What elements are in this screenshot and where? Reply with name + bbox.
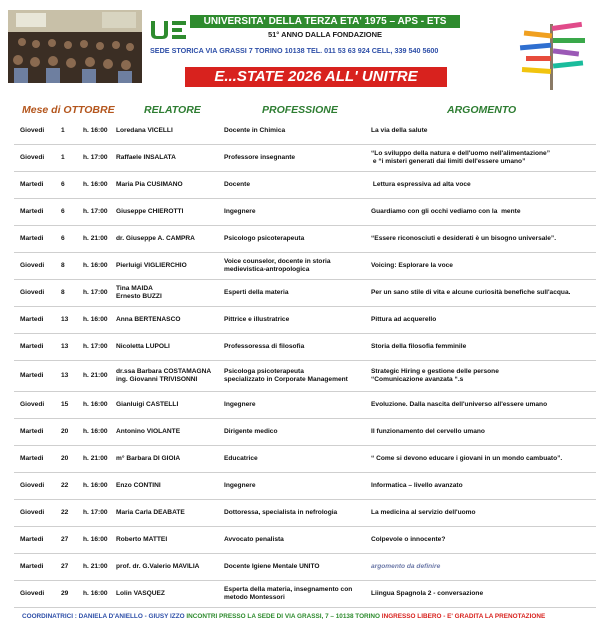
row-day: Giovedi <box>20 289 45 296</box>
row-speaker-line: ing. Giovanni TRIVISONNI <box>116 376 198 383</box>
row-topic <box>371 590 483 598</box>
row-hour: h. 21:00 <box>83 235 108 242</box>
row-speaker-line: Raffaele INSALATA <box>116 154 176 161</box>
row-day: Martedi <box>20 208 44 215</box>
footer-meetings: INCONTRI PRESSO LA SEDE DI VIA GRASSI, 7 – 10138 TORINO <box>186 613 382 620</box>
address-line: SEDE STORICA VIA GRASSI 7 TORINO 10138 TEL. 011 53 63 924 CELL, 339 540 5600 <box>150 46 439 55</box>
row-speaker-line: prof. dr. G.Valerio MAVILIA <box>116 563 200 570</box>
row-topic-line: Storia della filosofia femminile <box>371 343 467 350</box>
row-speaker <box>116 343 170 351</box>
row-profession <box>224 181 250 189</box>
table-row <box>14 361 596 392</box>
row-profession <box>224 289 289 297</box>
row-profession <box>224 401 256 409</box>
row-speaker-line: Maria Carla DEABATE <box>116 509 185 516</box>
table-row <box>14 527 596 554</box>
row-speaker-line: Giuseppe CHIEROTTI <box>116 208 184 215</box>
row-profession <box>224 208 256 216</box>
table-row <box>14 145 596 172</box>
row-speaker <box>116 368 211 384</box>
row-topic-line: Per un sano stile di vita e alcune curiosità benefiche sull'acqua. <box>371 289 571 296</box>
row-speaker <box>116 401 178 409</box>
row-profession-line: Psicologo psicoterapeuta <box>224 235 305 242</box>
row-topic-line: Liingua Spagnola 2 - conversazione <box>371 590 484 597</box>
row-profession-line: Pittrice e illustratrice <box>224 316 290 323</box>
footer-coordinators: COORDINATRICI : DANIELA D'ANIELLO - GIUSY IZZO <box>22 613 187 620</box>
row-topic <box>371 536 445 544</box>
row-speaker <box>116 208 183 216</box>
row-topic-line: Evoluzione. Dalla nascita dell'universo all'essere umano <box>371 401 548 408</box>
row-date: 15 <box>61 401 69 408</box>
row-speaker-line: Lolin VASQUEZ <box>116 590 165 597</box>
table-row <box>14 334 596 361</box>
row-hour: h. 16:00 <box>83 482 108 489</box>
row-topic-line: argomento da definire <box>371 563 441 570</box>
row-day: Giovedi <box>20 262 45 269</box>
row-speaker-line: Loredana VICELLI <box>116 127 173 134</box>
row-hour: h. 21:00 <box>83 455 108 462</box>
row-topic-line: “Essere riconosciuti e desiderati è un bisogno universale”. <box>371 235 557 242</box>
table-row <box>14 581 596 608</box>
row-topic-line: Lettura espressiva ad alta voce <box>371 181 471 188</box>
row-profession <box>224 154 295 162</box>
row-day: Martedi <box>20 455 44 462</box>
row-profession <box>224 368 348 384</box>
row-profession <box>224 536 284 544</box>
row-speaker-line: Pierluigi VIGLIERCHIO <box>116 262 187 269</box>
row-speaker-line: Maria Pia CUSIMANO <box>116 181 183 188</box>
row-hour: h. 16:00 <box>83 590 108 597</box>
row-speaker <box>116 455 180 463</box>
row-topic-line: La via della salute <box>371 127 428 134</box>
row-profession-line: specializzato in Corporate Management <box>224 376 348 383</box>
row-topic <box>371 563 440 571</box>
row-day: Giovedi <box>20 482 45 489</box>
table-row <box>14 118 596 145</box>
row-profession <box>224 509 337 517</box>
row-hour: h. 16:00 <box>83 127 108 134</box>
table-row <box>14 392 596 419</box>
row-topic <box>371 509 476 517</box>
row-profession-line: Professoressa di filosofia <box>224 343 305 350</box>
row-hour: h. 16:00 <box>83 316 108 323</box>
row-speaker <box>116 482 161 490</box>
row-topic-line: “Lo sviluppo della natura e dell'uomo nell'alimentazione” <box>371 150 550 157</box>
row-topic-line: “ Come si devono educare i giovani in un mondo cambuato”. <box>371 455 563 462</box>
row-speaker <box>116 509 185 517</box>
row-speaker-line: Roberto MATTEI <box>116 536 168 543</box>
row-date: 1 <box>61 127 65 134</box>
row-day: Martedi <box>20 181 44 188</box>
row-day: Martedi <box>20 372 44 379</box>
summer-banner: E...STATE 2026 ALL' UNITRE <box>185 67 447 87</box>
row-date: 6 <box>61 181 65 188</box>
column-header-profession: PROFESSIONE <box>262 104 338 116</box>
table-row <box>14 226 596 253</box>
row-date: 13 <box>61 372 69 379</box>
anniversary-subtitle: 51° ANNO DALLA FONDAZIONE <box>267 30 383 39</box>
row-hour: h. 17:00 <box>83 509 108 516</box>
row-hour: h. 17:00 <box>83 154 108 161</box>
row-topic <box>371 208 521 216</box>
row-day: Martedi <box>20 428 44 435</box>
row-date: 20 <box>61 428 69 435</box>
row-hour: h. 17:00 <box>83 343 108 350</box>
row-speaker-line: dr. Giuseppe A. CAMPRA <box>116 235 195 242</box>
row-day: Martedi <box>20 235 44 242</box>
row-date: 29 <box>61 590 69 597</box>
row-date: 13 <box>61 316 69 323</box>
row-profession-line: Ingegnere <box>224 482 256 489</box>
row-profession <box>224 235 304 243</box>
row-speaker <box>116 181 183 189</box>
row-profession-line: Esperti della materia <box>224 289 289 296</box>
row-speaker <box>116 563 199 571</box>
row-date: 6 <box>61 235 65 242</box>
row-speaker-line: Ernesto BUZZI <box>116 293 162 300</box>
row-hour: h. 21:00 <box>83 563 108 570</box>
row-day: Giovedi <box>20 509 45 516</box>
row-day: Martedi <box>20 563 44 570</box>
row-day: Giovedi <box>20 590 45 597</box>
row-profession-line: Dottoressa, specialista in nefrologia <box>224 509 338 516</box>
row-date: 22 <box>61 482 69 489</box>
row-profession-line: Voice counselor, docente in storia <box>224 258 331 265</box>
row-day: Giovedi <box>20 154 45 161</box>
row-hour: h. 16:00 <box>83 401 108 408</box>
row-profession-line: Ingegnere <box>224 401 256 408</box>
row-speaker <box>116 316 180 324</box>
row-profession <box>224 316 289 324</box>
row-date: 27 <box>61 536 69 543</box>
row-topic-line: Informatica – livello avanzato <box>371 482 463 489</box>
row-profession-line: medievistica-antropologica <box>224 266 310 273</box>
row-profession <box>224 482 256 490</box>
row-day: Giovedi <box>20 401 45 408</box>
row-profession <box>224 258 331 274</box>
row-speaker-line: Nicoletta LUPOLI <box>116 343 170 350</box>
row-date: 8 <box>61 289 65 296</box>
row-speaker-line: Tina MAIDA <box>116 285 153 292</box>
row-date: 22 <box>61 509 69 516</box>
column-header-month: Mese di OTTOBRE <box>22 104 115 116</box>
row-day: Martedi <box>20 316 44 323</box>
row-date: 27 <box>61 563 69 570</box>
row-date: 1 <box>61 154 65 161</box>
table-row <box>14 554 596 581</box>
row-profession-line: Esperta della materia, insegnamento con <box>224 586 353 593</box>
row-topic <box>371 150 550 166</box>
row-topic <box>371 482 463 490</box>
row-speaker <box>116 428 180 436</box>
row-profession-line: Docente <box>224 181 251 188</box>
row-date: 13 <box>61 343 69 350</box>
row-speaker-line: m° Barbara DI GIOIA <box>116 455 181 462</box>
row-topic <box>371 401 547 409</box>
row-topic <box>371 368 499 384</box>
row-topic <box>371 127 427 135</box>
row-hour: h. 16:00 <box>83 262 108 269</box>
row-speaker <box>116 127 173 135</box>
table-row <box>14 419 596 446</box>
row-hour: h. 17:00 <box>83 208 108 215</box>
row-speaker-line: Anna BERTENASCO <box>116 316 181 323</box>
row-topic <box>371 289 570 297</box>
university-name: UNIVERSITA' DELLA TERZA ETA' 1975 – APS - ETS <box>190 15 460 28</box>
schedule-table <box>14 118 596 608</box>
row-speaker-line: Antonino VIOLANTE <box>116 428 181 435</box>
row-topic-line: Strategic Hiring e gestione delle persone <box>371 368 499 375</box>
row-speaker-line: Gianluigi CASTELLI <box>116 401 179 408</box>
row-profession <box>224 428 278 436</box>
column-header-speaker: RELATORE <box>144 104 201 116</box>
row-topic <box>371 181 471 189</box>
row-topic-line: Voicing: Esplorare la voce <box>371 262 453 269</box>
row-speaker <box>116 590 165 598</box>
row-topic <box>371 262 453 270</box>
classroom-photo <box>8 10 142 83</box>
row-hour: h. 16:00 <box>83 536 108 543</box>
signpost-illustration <box>512 18 592 90</box>
row-profession-line: Avvocato penalista <box>224 536 284 543</box>
row-topic-line: Pittura ad acquerello <box>371 316 437 323</box>
table-row <box>14 253 596 280</box>
table-row <box>14 172 596 199</box>
row-profession <box>224 455 258 463</box>
row-profession-line: Ingegnere <box>224 208 256 215</box>
row-speaker <box>116 262 187 270</box>
footer <box>22 613 545 620</box>
unitre-logo <box>150 20 188 40</box>
row-topic <box>371 235 556 243</box>
row-day: Martedi <box>20 536 44 543</box>
row-profession-line: Professore insegnante <box>224 154 296 161</box>
row-speaker <box>116 154 176 162</box>
row-speaker <box>116 235 195 243</box>
row-profession-line: Docente in Chimica <box>224 127 286 134</box>
row-hour: h. 21:00 <box>83 372 108 379</box>
row-date: 8 <box>61 262 65 269</box>
row-topic <box>371 343 466 351</box>
row-topic-line: Guardiamo con gli occhi vediamo con la mente <box>371 208 521 215</box>
row-hour: h. 17:00 <box>83 289 108 296</box>
table-row <box>14 199 596 226</box>
row-day: Giovedi <box>20 127 45 134</box>
row-profession <box>224 563 320 571</box>
table-row <box>14 473 596 500</box>
row-speaker-line: dr.ssa Barbara COSTAMAGNA <box>116 368 212 375</box>
footer-entry: INGRESSO LIBERO - E' GRADITA LA PRENOTAZIONE <box>381 613 546 620</box>
row-hour: h. 16:00 <box>83 428 108 435</box>
row-profession <box>224 343 304 351</box>
row-profession <box>224 586 352 602</box>
row-date: 6 <box>61 208 65 215</box>
row-speaker-line: Enzo CONTINI <box>116 482 161 489</box>
row-speaker <box>116 536 167 544</box>
row-profession-line: metodo Montessori <box>224 594 285 601</box>
row-topic-line: e “i misteri generati dai limiti dell'essere umano” <box>371 158 526 165</box>
row-hour: h. 16:00 <box>83 181 108 188</box>
row-topic-line: Colpevole o innocente? <box>371 536 446 543</box>
row-profession-line: Docente Igiene Mentale UNITO <box>224 563 320 570</box>
row-profession <box>224 127 285 135</box>
table-row <box>14 500 596 527</box>
row-topic-line: Il funzionamento del cervello umano <box>371 428 485 435</box>
row-day: Martedi <box>20 343 44 350</box>
table-row <box>14 446 596 473</box>
row-topic <box>371 316 436 324</box>
table-row <box>14 280 596 307</box>
row-topic <box>371 455 562 463</box>
row-profession-line: Educatrice <box>224 455 258 462</box>
column-header-topic: ARGOMENTO <box>447 104 517 116</box>
row-profession-line: Dirigente medico <box>224 428 278 435</box>
row-speaker <box>116 285 162 301</box>
row-topic-line: “Comunicazione avanzata “.s <box>371 376 464 383</box>
row-topic-line: La medicina al servizio dell'uomo <box>371 509 476 516</box>
row-date: 20 <box>61 455 69 462</box>
row-profession-line: Psicologa psicoterapeuta <box>224 368 304 375</box>
row-topic <box>371 428 485 436</box>
table-row <box>14 307 596 334</box>
